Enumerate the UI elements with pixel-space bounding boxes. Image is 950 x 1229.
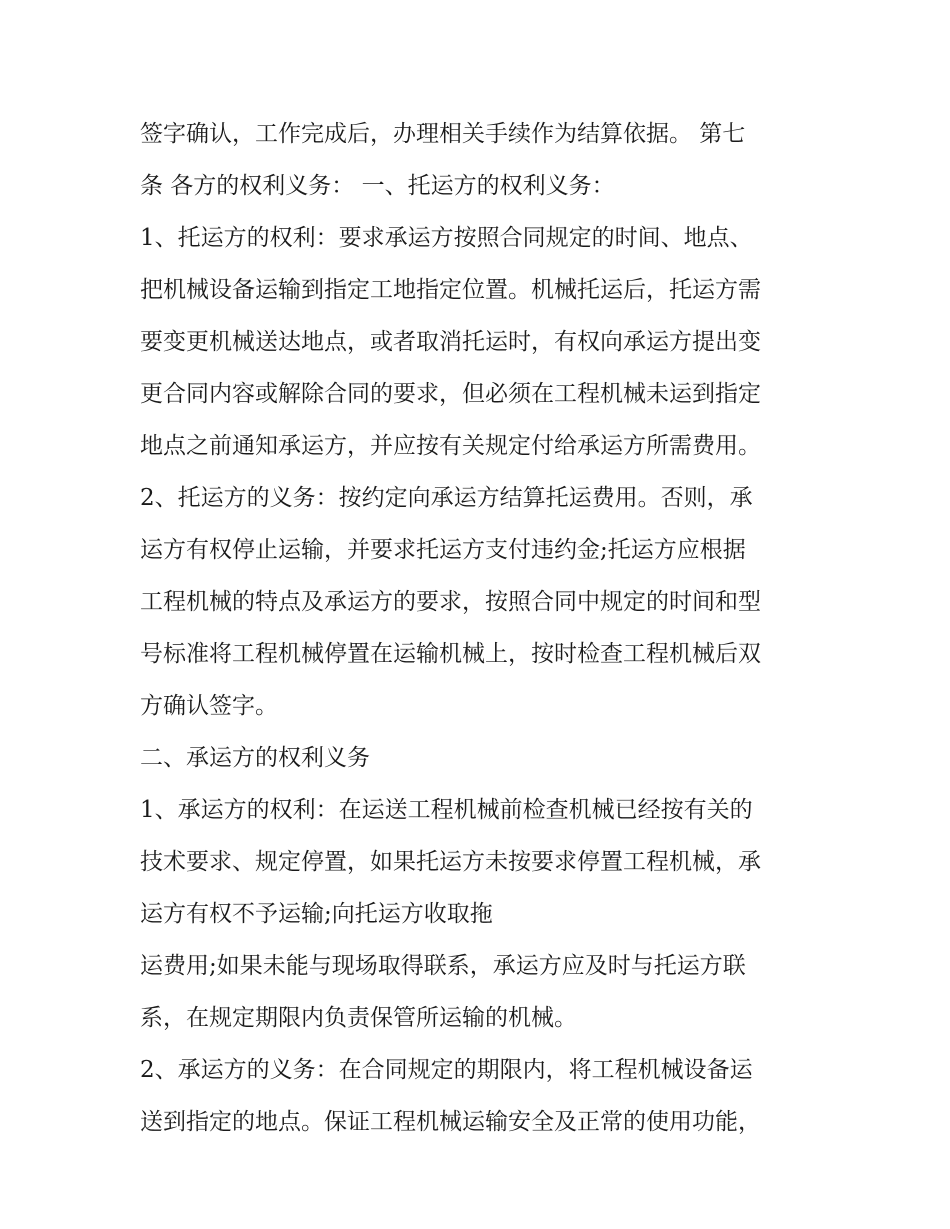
text-line: 2、承运方的义务：在合同规定的期限内，将工程机械设备运 xyxy=(140,1057,753,1083)
text-line: 签字确认，工作完成后，办理相关手续作为结算依据。 第七 xyxy=(140,121,746,147)
text-line: 系，在规定期限内负责保管所运输的机械。 xyxy=(140,1005,577,1031)
text-line: 要变更机械送达地点，或者取消托运时，有权向承运方提出变 xyxy=(140,329,761,355)
text-line: 1、承运方的权利：在运送工程机械前检查机械已经按有关的 xyxy=(140,797,753,823)
text-line: 条 各方的权利义务： 一、托运方的权利义务： xyxy=(140,173,615,199)
text-line: 运费用;如果未能与现场取得联系，承运方应及时与托运方联 xyxy=(140,953,746,979)
text-line: 更合同内容或解除合同的要求，但必须在工程机械未运到指定 xyxy=(140,381,761,407)
text-line: 地点之前通知承运方，并应按有关规定付给承运方所需费用。 xyxy=(140,433,761,459)
text-line: 方确认签字。 xyxy=(140,693,278,719)
text-line: 运方有权不予运输;向托运方收取拖 xyxy=(140,901,493,927)
text-line: 送到指定的地点。保证工程机械运输安全及正常的使用功能， xyxy=(140,1109,761,1135)
text-line: 技术要求、规定停置，如果托运方未按要求停置工程机械，承 xyxy=(140,849,761,875)
text-line: 1、托运方的权利：要求承运方按照合同规定的时间、地点、 xyxy=(140,225,753,251)
text-line: 号标准将工程机械停置在运输机械上，按时检查工程机械后双 xyxy=(140,641,761,667)
section-heading: 二、承运方的权利义务 xyxy=(140,745,370,771)
text-line: 运方有权停止运输，并要求托运方支付违约金;托运方应根据 xyxy=(140,537,746,563)
body-text xyxy=(140,108,830,1148)
text-line: 工程机械的特点及承运方的要求，按照合同中规定的时间和型 xyxy=(140,589,761,615)
text-line: 把机械设备运输到指定工地指定位置。机械托运后，托运方需 xyxy=(140,277,761,303)
text-line: 2、托运方的义务：按约定向承运方结算托运费用。否则，承 xyxy=(140,485,753,511)
